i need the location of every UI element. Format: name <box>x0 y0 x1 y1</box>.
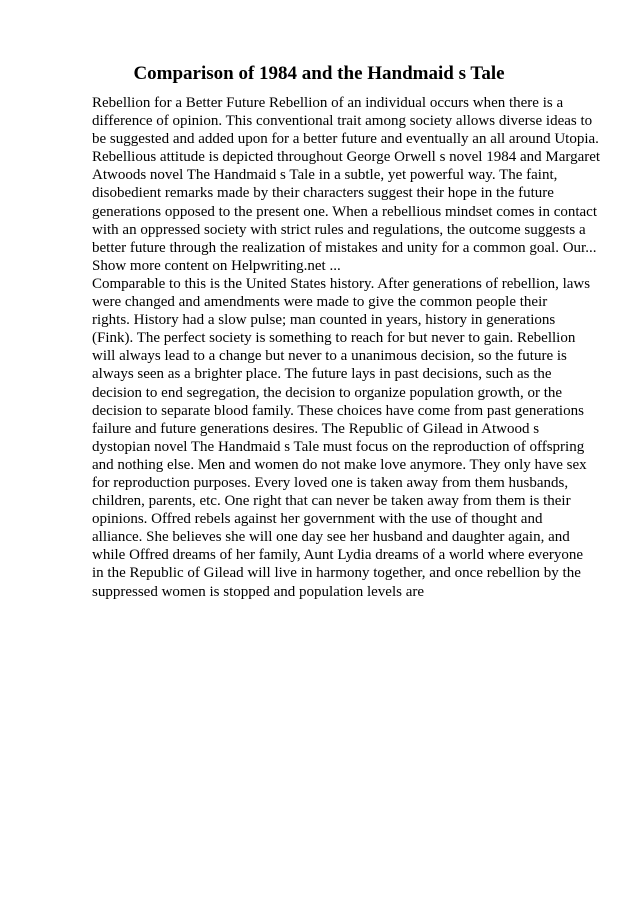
text-line: Rebellious attitude is depicted throughout George Orwell s novel 1984 and Margaret <box>92 149 601 166</box>
text-line: were changed and amendments were made to give the common people their <box>92 294 548 311</box>
text-line: with an oppressed society with strict rules and regulations, the outcome suggests a <box>92 221 586 238</box>
text-line: children, parents, etc. One right that can never be taken away from them is their <box>92 493 571 510</box>
text-line: difference of opinion. This conventional trait among society allows diverse ideas to <box>92 113 593 130</box>
text-line: opinions. Offred rebels against her government with the use of thought and <box>92 511 543 528</box>
text-line: always seen as a brighter place. The future lays in past decisions, such as the <box>92 366 552 383</box>
text-line: Comparable to this is the United States history. After generations of rebellion, laws <box>92 275 591 292</box>
text-line: failure and future generations desires. The Republic of Gilead in Atwood s <box>92 420 540 437</box>
text-line: rights. History had a slow pulse; man counted in years, history in generations <box>92 312 556 329</box>
text-line: for reproduction purposes. Every loved one is taken away from them husbands, <box>92 474 569 491</box>
text-line: better future through the realization of mistakes and unity for a common goal. Our... <box>92 239 597 256</box>
text-line: dystopian novel The Handmaid s Tale must focus on the reproduction of offspring <box>92 438 585 455</box>
text-line: Atwoods novel The Handmaid s Tale in a subtle, yet powerful way. The faint, <box>92 167 558 184</box>
text-line: decision to end segregation, the decision to organize population growth, or the <box>92 384 563 401</box>
text-line: alliance. She believes she will one day see her husband and daughter again, and <box>92 529 570 546</box>
text-line: disobedient remarks made by their characters suggest their hope in the future <box>92 185 554 202</box>
text-line: decision to separate blood family. These choices have come from past generations <box>92 402 584 419</box>
document-title: Comparison of 1984 and the Handmaid s Tale <box>133 63 505 84</box>
text-line: generations opposed to the present one. When a rebellious mindset comes in contact <box>92 203 597 220</box>
text-line: while Offred dreams of her family, Aunt Lydia dreams of a world where everyone <box>92 547 584 564</box>
text-line: be suggested and added upon for a better future and eventually an all around Utopia. <box>92 131 599 148</box>
text-line: suppressed women is stopped and population levels are <box>92 583 425 600</box>
text-line: Rebellion for a Better Future Rebellion of an individual occurs when there is a <box>92 95 564 111</box>
text-line: will always lead to a change but never to a unanimous decision, so the future is <box>92 348 567 365</box>
text-line: and nothing else. Men and women do not make love anymore. They only have sex <box>92 456 587 473</box>
text-line: (Fink). The perfect society is something to reach for but never to gain. Rebellion <box>92 330 576 347</box>
document-body <box>92 94 612 601</box>
text-line: in the Republic of Gilead will live in harmony together, and once rebellion by the <box>92 565 581 582</box>
show-more-link[interactable]: Show more content on Helpwriting.net ... <box>92 257 341 274</box>
